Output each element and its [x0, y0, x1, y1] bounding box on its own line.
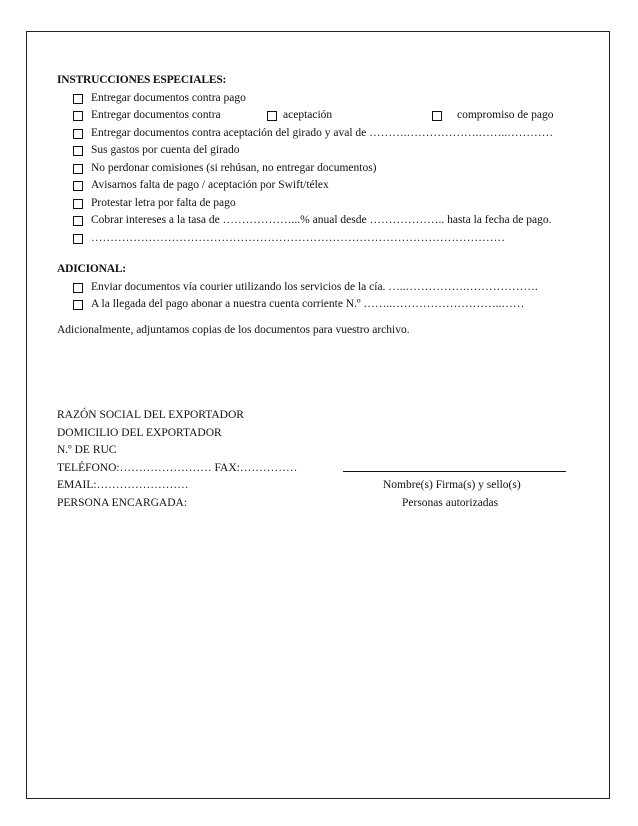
checkbox[interactable] [73, 181, 83, 191]
contact-person-field: PERSONA ENCARGADA: [57, 496, 188, 509]
item-label: Entregar documentos contra [91, 109, 221, 121]
checkbox[interactable] [73, 199, 83, 209]
checkbox[interactable] [73, 300, 83, 310]
item-label: Protestar letra por falta de pago [91, 196, 236, 209]
item-label: A la llegada del pago abonar a nuestra cuenta corriente N.º ……..………………………..…… [91, 298, 525, 310]
checkbox[interactable] [73, 94, 83, 104]
list-item [57, 230, 592, 248]
checkbox[interactable] [432, 111, 442, 121]
checkbox[interactable] [73, 164, 83, 174]
contact-row [57, 495, 592, 513]
checkbox[interactable] [73, 111, 83, 121]
item-label: ……………………………………………………………………………………………… [91, 231, 505, 244]
email-field: EMAIL:…………………… [57, 479, 189, 491]
checkbox[interactable] [73, 234, 83, 244]
item-label: Avisarnos falta de pago / aceptación por Swift/télex [91, 179, 329, 191]
list-item [57, 195, 592, 213]
checkbox[interactable] [267, 111, 277, 121]
item-label: Sus gastos por cuenta del girado [91, 144, 240, 156]
phone-fax-field: TELÉFONO:…………………… FAX:…………… [57, 461, 298, 474]
signature-line [343, 471, 566, 472]
checkbox[interactable] [73, 283, 83, 293]
item-label: No perdonar comisiones (si rehúsan, no entregar documentos) [91, 161, 377, 174]
list-item [57, 142, 592, 160]
section-heading-adicional: ADICIONAL: [57, 263, 126, 275]
authorized-caption: Personas autorizadas [402, 496, 499, 509]
document-content [57, 72, 592, 512]
exporter-address: DOMICILIO DEL EXPORTADOR [57, 426, 222, 439]
phone-fax-row [57, 460, 592, 478]
item-label: Cobrar intereses a la tasa de ………………...% anual desde ……………….. hasta la fecha de pago. [91, 214, 552, 226]
exporter-ruc: N.º DE RUC [57, 444, 117, 456]
checkbox[interactable] [73, 146, 83, 156]
section-heading-especiales: INSTRUCCIONES ESPECIALES: [57, 74, 227, 86]
list-item [57, 296, 592, 314]
checkbox[interactable] [73, 216, 83, 226]
checkbox[interactable] [73, 129, 83, 139]
list-item [57, 90, 592, 108]
list-item [57, 160, 592, 178]
list-item [57, 107, 592, 125]
document-page [26, 31, 610, 799]
item-label: Entregar documentos contra pago [91, 91, 246, 104]
item-label: aceptación [283, 109, 333, 121]
closing-note: Adicionalmente, adjuntamos copias de los documentos para vuestro archivo. [57, 323, 410, 336]
item-label: Entregar documentos contra aceptación del girado y aval de ……….……………….……..………… [91, 126, 554, 139]
list-item [57, 125, 592, 143]
email-row [57, 477, 592, 495]
item-label: compromiso de pago [457, 109, 554, 121]
signature-caption: Nombre(s) Firma(s) y sello(s) [383, 479, 521, 491]
list-item [57, 212, 592, 230]
list-item [57, 279, 592, 297]
exporter-name: RAZÓN SOCIAL DEL EXPORTADOR [57, 409, 244, 421]
list-item [57, 177, 592, 195]
item-label: Enviar documentos vía courier utilizando los servicios de la cía. …..…………….………………. [91, 280, 538, 293]
